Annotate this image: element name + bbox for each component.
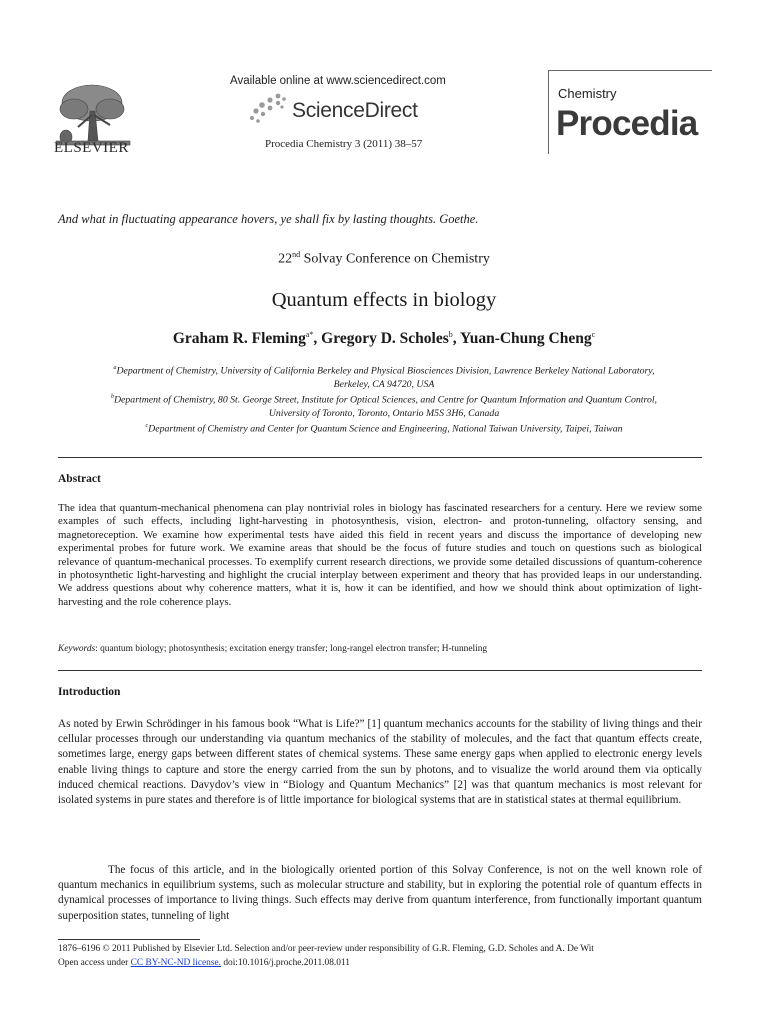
introduction-paragraph: The focus of this article, and in the biologically oriented portion of this Solvay Conference, is not on the well known role of quantum mechanics in equilibrium systems, such as molecular structure and stability, but in exploring the potential role of quantum effects in dynamical processes of importance to living things. Such effects may derive from quantum interference, from functionally important quantum superposition states, tunneling of light xyxy=(58,864,702,922)
affiliation-item xyxy=(60,420,708,436)
author-name: Gregory D. Scholes xyxy=(321,330,449,348)
author-list: Graham R. Fleming$^{a*}$, Gregory D. Scholes$^b$, Yuan-Chung Cheng$^c$ xyxy=(172,330,596,348)
journal-reference: Procedia Chemistry 3 (2011) 38–57 xyxy=(265,138,423,150)
open-access-notice xyxy=(58,958,350,968)
conference-name xyxy=(0,250,768,268)
keywords xyxy=(58,644,702,654)
copyright-notice: 1876–6196 © 2011 Published by Elsevier Ltd. Selection and/or peer-review under responsibility of G.R. Fleming, G.D. Scholes and A. De Wit xyxy=(58,944,594,954)
affiliation-line: Department of Chemistry, 80 St. George Street, Institute for Optical Sciences, and Centre for Quantum Information and Quantum Control, xyxy=(113,394,658,406)
journal-subject: Chemistry xyxy=(558,86,617,101)
affiliation-mark: c xyxy=(145,423,149,430)
conference-number: 22 xyxy=(278,251,293,267)
author-mark: b xyxy=(448,330,453,339)
conference-title: Solvay Conference on Chemistry xyxy=(300,251,490,267)
doi[interactable]: doi:10.1016/j.proche.2011.08.011 xyxy=(220,958,350,968)
open-access-prefix: Open access under xyxy=(58,958,131,968)
affiliation-mark: a xyxy=(113,365,117,371)
introduction-heading: Introduction xyxy=(58,686,121,698)
author-mark: a* xyxy=(305,330,314,339)
available-online-text[interactable]: Available online at www.sciencedirect.com xyxy=(230,75,446,87)
affiliation-line: Berkeley, CA 94720, USA xyxy=(333,378,435,390)
affiliation-list xyxy=(60,362,708,436)
publisher-name: ELSEVIER xyxy=(54,140,129,156)
affiliation-line: Department of Chemistry and Center for Quantum Science and Engineering, National Taiwan University, Taipei, Taiwan xyxy=(148,423,623,435)
sciencedirect-dots-icon xyxy=(248,92,288,126)
author-name: Graham R. Fleming xyxy=(172,330,306,348)
affiliation-mark: b xyxy=(110,394,114,401)
section-divider xyxy=(58,457,702,458)
abstract-heading: Abstract xyxy=(58,473,101,485)
footer-divider xyxy=(58,939,200,940)
paper-title: Quantum effects in biology xyxy=(271,289,497,311)
license-link[interactable]: CC BY-NC-ND license. xyxy=(130,958,221,968)
conference-ordinal: nd xyxy=(292,250,301,259)
section-divider xyxy=(58,670,702,671)
author-name: Yuan-Chung Cheng xyxy=(459,330,592,348)
introduction-paragraph: As noted by Erwin Schrödinger in his famous book “What is Life?” [1] quantum mechanics accounts for the stability of living things and their cellular processes through our understanding via quantum mechanics of the stability of molecules, and the fact that quantum effects create, sometimes large, energy gaps between different states of chemical systems. These same energy gaps when applied to electronic energy levels enable living things to capture and store the energy carried from the sun by photons, and to visualize the world around them via optically induced chemical reactions. Davydov’s view in “Biology and Quantum Mechanics” [2] was that quantum mechanics is most relevant for isolated systems in pure states and therefore is of little importance for biological systems that are in statistical states at thermal equilibrium. xyxy=(58,718,702,807)
journal-name: Procedia xyxy=(556,104,698,143)
keywords-list: : quantum biology; photosynthesis; excitation energy transfer; long-rangel electron transfer; H-tunneling xyxy=(95,644,488,654)
abstract-text: The idea that quantum-mechanical phenomena can play nontrivial roles in biology has fascinated researchers for a century. Here we review some examples of such effects, including light-harvesting in photosynthesis, vision, electron- and proton-tunneling, olfactory sensing, and magnetoreception. We examine how experimental tests have aided this field in recent years and discuss the importance of developing new experimental probes for future work. We examine areas that should be the focus of future studies and touch on questions such as biological relevance of quantum-mechanical processes. To exemplify current research directions, we provide some detailed discussions of quantum-coherence in photosynthetic light-harvesting and highlight the crucial interplay between experiment and theory that has provided leaps in our understanding. We address questions about why coherence matters, what it is, how it can be identified, and how we should think about optimization of light-harvesting and the role coherence plays. xyxy=(58,502,702,608)
affiliation-item xyxy=(60,362,708,391)
affiliation-line: University of Toronto, Toronto, Ontario M5S 3H6, Canada xyxy=(268,407,500,419)
affiliation-item xyxy=(60,391,708,420)
affiliation-line: Department of Chemistry, University of California Berkeley and Physical Biosciences Division, Lawrence Berkeley National Laboratory, xyxy=(116,365,655,377)
keywords-label: Keywords xyxy=(58,644,96,654)
author-mark: c xyxy=(591,330,596,339)
platform-name: ScienceDirect xyxy=(292,99,418,122)
epigraph: And what in fluctuating appearance hovers, ye shall fix by lasting thoughts. Goethe. xyxy=(58,212,479,226)
